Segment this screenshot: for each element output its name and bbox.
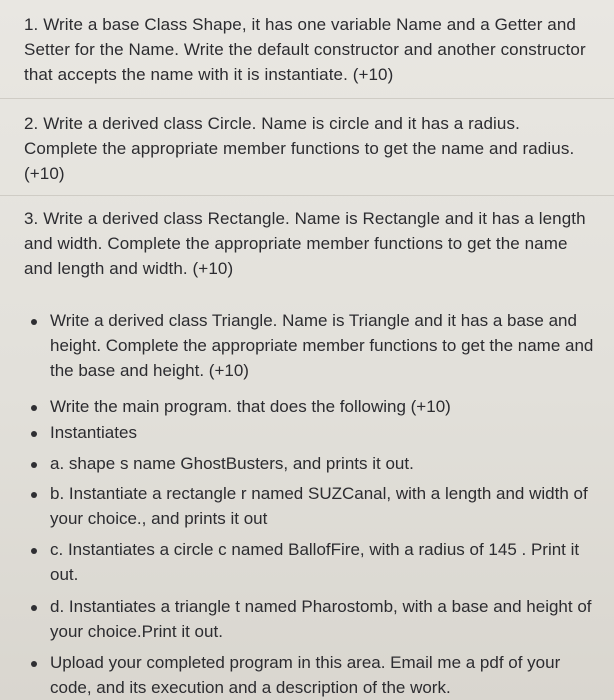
bullet-dot — [31, 548, 37, 554]
bullet-dot — [31, 431, 37, 437]
question-2: 2. Write a derived class Circle. Name is circle and it has a radius. Complete the appropriate member functions to get the name and radius. (+10) — [24, 114, 575, 183]
instructions-document: 1. Write a base Class Shape, it has one variable Name and a Getter and Setter for the Name. Write the default constructor and another constructor that accepts the name with it is instantiate. (+10) 2. Write a derived class Circle. Name is circle and it has a radius. Complete the appropriate member functions to get the name and radius. (+10) 3. Write a derived class Rectangle. Name is Rectangle and it has a length and width. Complete the appropriate member functions to get the name and length and width. (+10) Write a derived class Triangle. Name is Triangle and it has a base and height. Complete the appropriate member functions to get the name and the base and height. (+10) Write the main program. that does the following (+10) Instantiates a. shape s name GhostBusters, and prints it out. b. Instantiate a rectangle r named SUZCanal, with a length and width of your choice., and prints it out c. Instantiates a circle c named BallofFire, with a radius of 145 . Print it out. d. Instantiates a triangle t named Pharostomb, with a base and height of your choice.Print it out. Upload your completed program in this area. Email me a pdf of your code, and its execution and a description of the work. — [0, 0, 614, 700]
bullet-dot — [31, 661, 37, 667]
bullet-dot — [31, 605, 37, 611]
question-3: 3. Write a derived class Rectangle. Name is Rectangle and it has a length and width. Complete the appropriate member functions to get the name and length and width. (+10) — [24, 209, 586, 278]
section-divider — [0, 98, 614, 99]
bullet-dot — [31, 462, 37, 468]
bullet-dot — [31, 319, 37, 325]
section-divider — [0, 195, 614, 196]
bullet-dot — [31, 492, 37, 498]
question-1: 1. Write a base Class Shape, it has one variable Name and a Getter and Setter for the Name. Write the default constructor and another constructor that accepts the name with it is instantiate. (+10) — [24, 15, 586, 84]
bullet-dot — [31, 405, 37, 411]
